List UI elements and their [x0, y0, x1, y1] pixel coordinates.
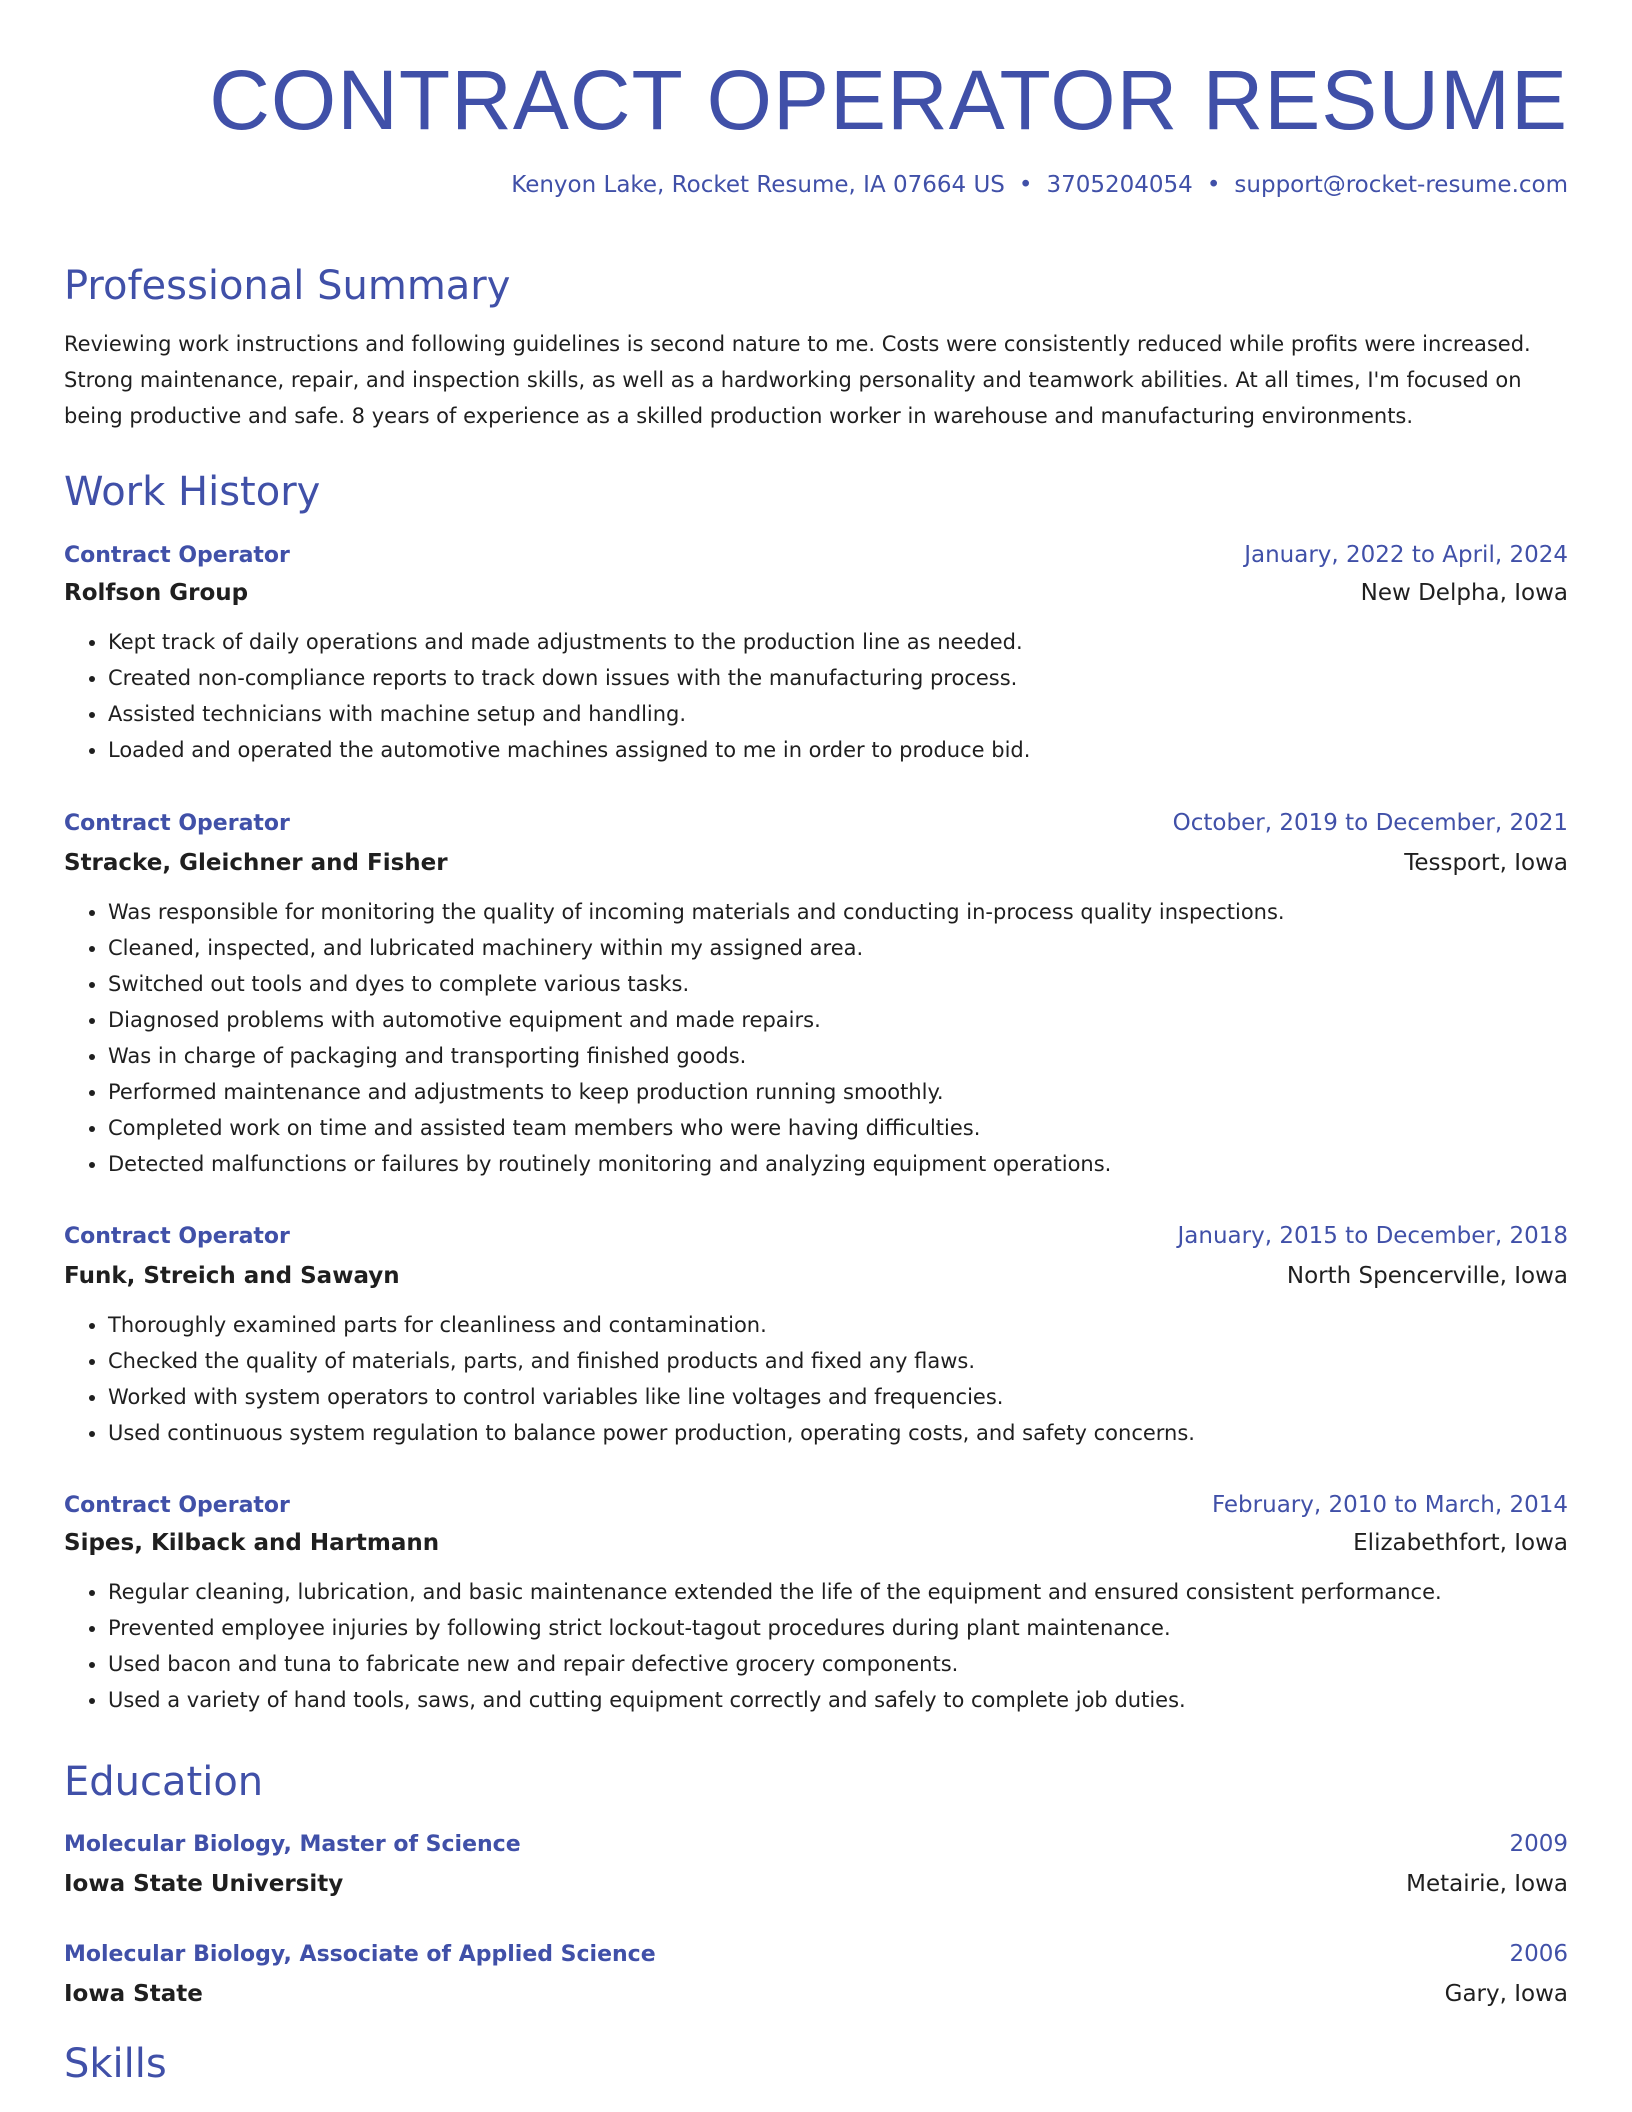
job-bullets: [64, 894, 1568, 1182]
job-bullet: • Loaded and operated the automotive machines assigned to me in order to produce bid.: [108, 732, 1568, 768]
job-bullets: [64, 1307, 1568, 1451]
job-title: Contract Operator: [64, 543, 290, 568]
job-entry: [64, 1221, 1568, 1451]
job-bullet: • Cleaned, inspected, and lubricated machinery within my assigned area.: [108, 930, 1568, 966]
education-year: 2009: [1509, 1831, 1568, 1857]
job-bullet: • Used continuous system regulation to balance power production, operating costs, and safety concerns.: [108, 1415, 1568, 1451]
job-bullet: • Completed work on time and assisted team members who were having difficulties.: [108, 1110, 1568, 1146]
education-header-row: [64, 1939, 1568, 1970]
job-bullet: • Assisted technicians with machine setup and handling.: [108, 696, 1568, 732]
contact-email[interactable]: support@rocket-resume.com: [1234, 172, 1568, 198]
job-dates: February, 2010 to March, 2014: [1211, 1492, 1568, 1518]
job-title: Contract Operator: [64, 811, 290, 836]
job-bullets: [64, 624, 1568, 768]
work-history-section: [64, 468, 1568, 516]
education-school: Iowa State: [64, 1981, 203, 2007]
summary-heading: Professional Summary: [64, 263, 511, 309]
work-history-heading: Work History: [64, 469, 321, 515]
job-bullet: • Used a variety of hand tools, saws, and cutting equipment correctly and safely to complete job duties.: [108, 1682, 1568, 1718]
contact-separator: •: [1206, 172, 1221, 198]
job-title: Contract Operator: [64, 1493, 290, 1518]
contact-address: Kenyon Lake, Rocket Resume, IA 07664 US: [511, 172, 1005, 198]
contact-line: [64, 170, 1568, 200]
summary-text: Reviewing work instructions and following guidelines is second nature to me. Costs were consistently reduced while profits were increased. Strong maintenance, repair, and inspection skills, as well as a hardworking personality and teamwork abilities. At all times, I'm focused on being productive and safe. 8 years of experience as a skilled production worker in warehouse and manufacturing environments.: [64, 332, 1531, 428]
education-section: [64, 1758, 1568, 1806]
job-company: Stracke, Gleichner and Fisher: [64, 850, 448, 876]
job-bullets: [64, 1574, 1568, 1718]
education-heading: Education: [64, 1759, 264, 1805]
job-dates: October, 2019 to December, 2021: [1172, 810, 1568, 836]
resume-page: [64, 0, 1568, 2087]
job-entry: [64, 540, 1568, 768]
job-location: New Delpha, Iowa: [1360, 580, 1568, 606]
education-school-row: [64, 1869, 1568, 1899]
education-year: 2006: [1509, 1941, 1568, 1967]
job-header-row: [64, 540, 1568, 571]
job-dates: January, 2022 to April, 2024: [1244, 542, 1568, 568]
education-location: Metairie, Iowa: [1406, 1871, 1568, 1897]
education-school: Iowa State University: [64, 1871, 344, 1897]
education-header-row: [64, 1829, 1568, 1860]
education-degree: Molecular Biology, Master of Science: [64, 1832, 521, 1857]
job-bullet: • Created non-compliance reports to track down issues with the manufacturing process.: [108, 660, 1568, 696]
job-bullet: • Thoroughly examined parts for cleanliness and contamination.: [108, 1307, 1568, 1343]
job-company-row: [64, 848, 1568, 878]
job-entry: [64, 1490, 1568, 1718]
job-title: Contract Operator: [64, 1224, 290, 1249]
job-location: Tessport, Iowa: [1404, 850, 1568, 876]
job-bullet: • Switched out tools and dyes to complete various tasks.: [108, 966, 1568, 1002]
job-bullet: • Regular cleaning, lubrication, and basic maintenance extended the life of the equipment and ensured consistent performance.: [108, 1574, 1568, 1610]
job-company-row: [64, 1261, 1568, 1291]
job-bullet: • Was in charge of packaging and transporting finished goods.: [108, 1038, 1568, 1074]
job-header-row: [64, 808, 1568, 839]
contact-phone[interactable]: 3705204054: [1046, 172, 1193, 198]
job-company-row: [64, 1528, 1568, 1558]
job-bullet: • Checked the quality of materials, parts, and finished products and fixed any flaws.: [108, 1343, 1568, 1379]
job-bullet: • Prevented employee injuries by following strict lockout-tagout procedures during plant maintenance.: [108, 1610, 1568, 1646]
education-location: Gary, Iowa: [1444, 1981, 1568, 2007]
job-bullet: • Used bacon and tuna to fabricate new and repair defective grocery components.: [108, 1646, 1568, 1682]
summary-section: [64, 262, 1568, 434]
job-bullet: • Detected malfunctions or failures by routinely monitoring and analyzing equipment operations.: [108, 1146, 1568, 1182]
job-header-row: [64, 1490, 1568, 1521]
job-company-row: [64, 578, 1568, 608]
job-bullet: • Was responsible for monitoring the quality of incoming materials and conducting in-process quality inspections.: [108, 894, 1568, 930]
job-location: North Spencerville, Iowa: [1286, 1263, 1568, 1289]
skills-heading: Skills: [64, 2041, 167, 2087]
job-bullet: • Diagnosed problems with automotive equipment and made repairs.: [108, 1002, 1568, 1038]
job-company: Rolfson Group: [64, 580, 249, 606]
job-entry: [64, 808, 1568, 1182]
job-bullet: • Performed maintenance and adjustments to keep production running smoothly.: [108, 1074, 1568, 1110]
job-bullet: • Worked with system operators to control variables like line voltages and frequencies.: [108, 1379, 1568, 1415]
education-degree: Molecular Biology, Associate of Applied Science: [64, 1942, 656, 1967]
education-entry: [64, 1939, 1568, 2009]
education-entry: [64, 1829, 1568, 1899]
job-bullet: • Kept track of daily operations and made adjustments to the production line as needed.: [108, 624, 1568, 660]
skills-section: [64, 2040, 1568, 2088]
resume-title: CONTRACT OPERATOR RESUME: [209, 53, 1568, 147]
job-company: Funk, Streich and Sawayn: [64, 1263, 400, 1289]
job-header-row: [64, 1221, 1568, 1252]
job-dates: January, 2015 to December, 2018: [1177, 1223, 1568, 1249]
education-school-row: [64, 1979, 1568, 2009]
job-company: Sipes, Kilback and Hartmann: [64, 1530, 440, 1556]
job-location: Elizabethfort, Iowa: [1353, 1530, 1568, 1556]
contact-separator: •: [1018, 172, 1033, 198]
